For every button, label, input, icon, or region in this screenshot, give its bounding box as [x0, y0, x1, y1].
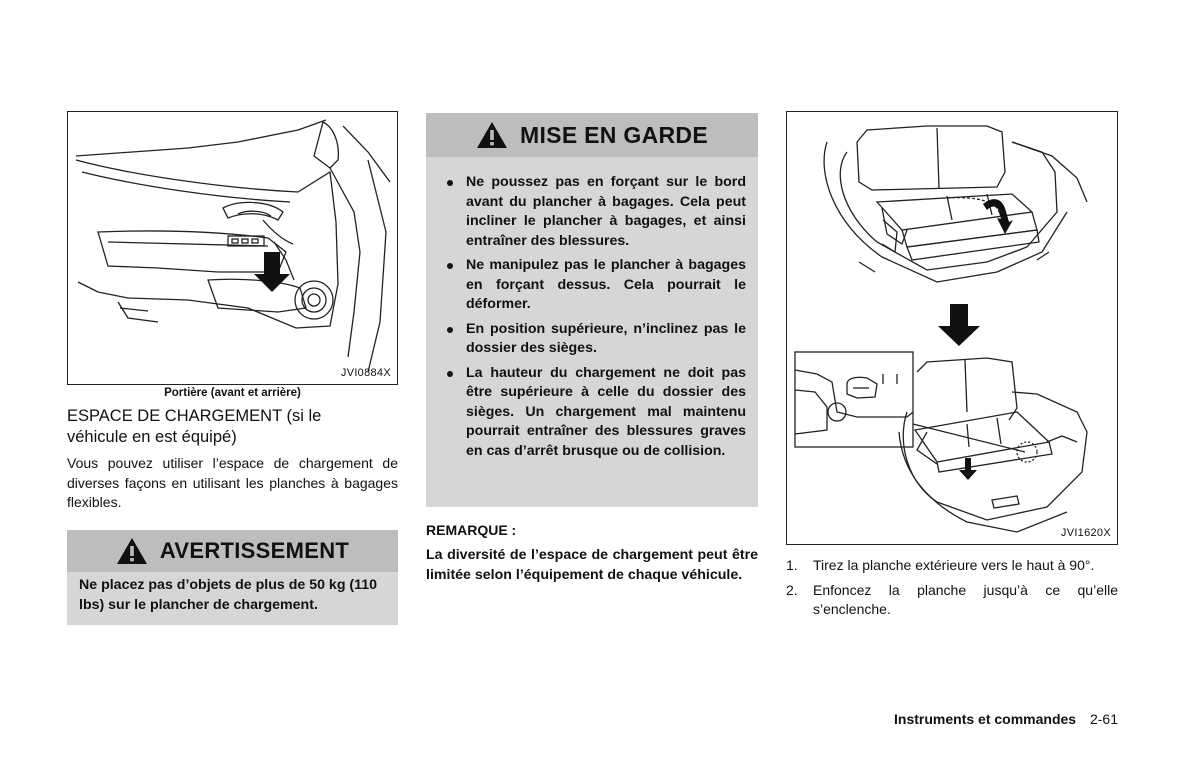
section-title-main: ESPACE DE CHARGEMENT	[67, 407, 282, 425]
caution-item: Ne manipulez pas le plancher à bagages en forçant dessus. Cela pourrait le déformer.	[438, 256, 746, 315]
section-title-suffix: (si le véhicule en est équipé)	[67, 407, 322, 446]
warning-body: Ne placez pas d’objets de plus de 50 kg (110 lbs) sur le plancher de chargement.	[67, 572, 398, 625]
section-body: Vous pouvez utiliser l’espace de chargement de diverses façons en utilisant les planches à bagages flexibles.	[67, 455, 398, 510]
caution-title: MISE EN GARDE	[520, 121, 708, 148]
step-item	[786, 556, 1118, 576]
footer-page-number: 2-61	[1089, 711, 1118, 727]
step-item	[786, 581, 1118, 620]
down-arrow-icon	[938, 304, 980, 346]
cargo-figure	[786, 111, 1118, 545]
caution-body	[426, 157, 758, 507]
remark-label: REMARQUE :	[426, 522, 517, 538]
step-text: Tirez la planche extérieure vers le haut à 90°.	[813, 557, 1095, 573]
figure-caption: Portière (avant et arrière)	[164, 387, 301, 399]
page-footer	[894, 711, 1118, 727]
step-text: Enfoncez la planche jusqu’à ce qu’elle s’enclenche.	[813, 581, 1118, 617]
caution-header	[426, 113, 758, 157]
door-illustration	[68, 112, 397, 384]
cargo-floor-illustration	[787, 112, 1117, 544]
steps-list	[786, 556, 1118, 625]
step-number: 2.	[786, 581, 798, 598]
warning-triangle-icon	[476, 121, 508, 149]
remark-text: La diversité de l’espace de chargement peut être limitée selon l’équipement de chaque véhicule.	[426, 547, 758, 583]
footer-chapter: Instruments et commandes	[894, 711, 1077, 727]
figure-code: JVI0884X	[340, 367, 391, 379]
warning-triangle-icon	[116, 537, 148, 565]
caution-item: En position supérieure, n’inclinez pas le dossier des sièges.	[438, 320, 746, 359]
caution-item: Ne poussez pas en forçant sur le bord avant du plancher à bagages. Cela peut incliner le plancher à bagages, et ainsi entraîner des blessures.	[438, 173, 746, 251]
door-figure	[67, 111, 398, 385]
section-title	[67, 406, 367, 448]
figure-code: JVI1620X	[1060, 527, 1111, 539]
step-number: 1.	[786, 557, 798, 573]
warning-header	[67, 530, 398, 572]
caution-list	[438, 173, 746, 461]
warning-title: AVERTISSEMENT	[159, 538, 350, 563]
caution-item: La hauteur du chargement ne doit pas être supérieure à celle du dossier des sièges. Un chargement mal maintenu pourrait entraîner des blessures graves en cas d’arrêt brusque ou de collision.	[438, 364, 746, 462]
